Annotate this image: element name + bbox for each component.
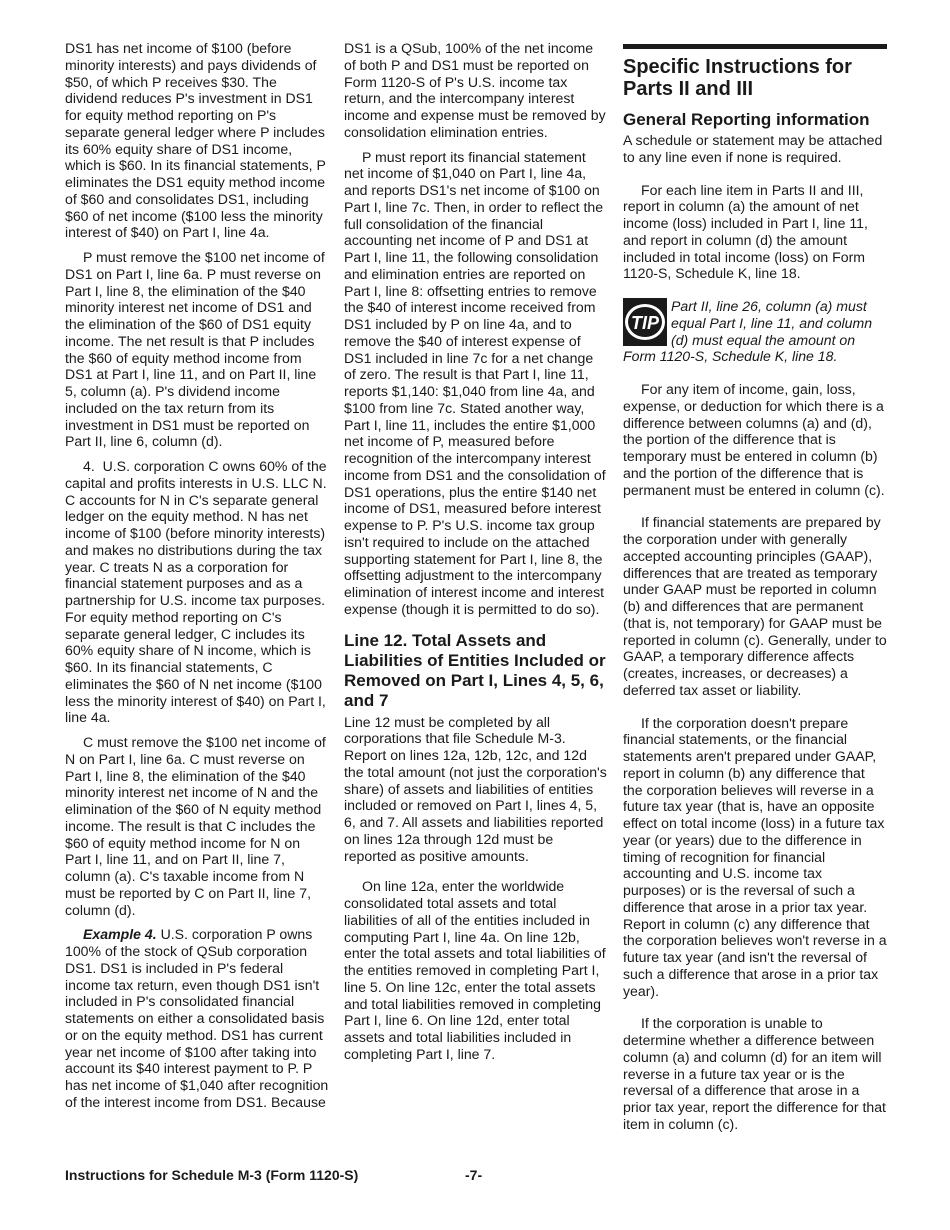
column-left xyxy=(65,40,329,1111)
example-text: U.S. corporation P owns 100% of the stock of QSub corporation DS1. DS1 is included in P's federal income tax return, even though DS1 isn't included in P's consolidated financial statements on either a consolidated basis or on the equity method. DS1 has current year net income of $100 after taking into account its $40 interest payment to P. P has net income of $1,040 after recognition of the interest income from DS1. Because xyxy=(65,926,329,1110)
tip-line: Form 1120-S, Schedule K, line 18. xyxy=(623,348,838,365)
section-title: Specific Instructions for Parts II and III xyxy=(623,56,852,100)
tip-box xyxy=(623,298,887,365)
tip-icon-label: TIP xyxy=(630,313,660,333)
tip-line: (d) must equal the amount on xyxy=(671,331,856,348)
paragraph: DS1 is a QSub, 100% of the net income of both P and DS1 must be reported on Form 1120-S of P's U.S. income tax return, and the intercompany interest income and expense must be removed by consolidation elimination entries. xyxy=(344,40,606,140)
paragraph: DS1 has net income of $100 (before minority interests) and pays dividends of $50, of which P receives $30. The dividend reduces P's investment in DS1 for equity method reporting on P's separate general ledger where P includes its 60% equity share of DS1 income, which is $60. In its financial statements, P eliminates the DS1 equity method income of $60 and consolidates DS1, including $60 of net income ($100 less the minority interest of $40) on Part I, line 4a. xyxy=(65,40,326,241)
tip-line: Part II, line 26, column (a) must xyxy=(671,298,867,314)
example-paragraph xyxy=(65,926,329,1110)
tip-icon xyxy=(623,298,667,346)
paragraph: P must report its financial statement net income of $1,040 on Part I, line 4a, and reports DS1's net income of $100 on Part I, line 7c. Then, in order to reflect the full consolidation of the financial accounting net income of P and DS1 at Part I, line 11, the following consolidation and elimination entries are reported on Part I, line 8: offsetting entries to remove the $40 of interest income received from DS1 included by P on line 4a, and to remove the $40 of interest expense of DS1 included in line 7c for a net change of zero. The result is that Part I, line 11, reports $1,140: $1,040 from line 4a, and $100 from line 7c. Stated another way, Part I, line 11, includes the entire $1,000 net income of P, measured before recognition of the intercompany interest income from DS1 and the consolidation of DS1 operations, plus the entire $140 net income of DS1, measured before interest expense to P. P's U.S. income tax group isn't required to include on the attached supporting statement for Part I, line 8, the offsetting adjustment to the intercompany elimination of interest income and interest expense (though it is permitted to do so). xyxy=(344,148,606,617)
paragraph: Line 12 must be completed by all corporations that file Schedule M-3. Report on lines 12a, 12b, 12c, and 12d the total amount (not just the corporation's share) of assets and liabilities of entities included or removed on Part I, lines 4, 5, 6, and 7. All assets and liabilities reported on lines 12a through 12d must be reported as positive amounts. xyxy=(344,713,607,864)
column-middle xyxy=(344,40,608,1063)
line-12-heading: Line 12. Total Assets and Liabilities of Entities Included or Removed on Part I, Lines 4, 5, 6, and 7 xyxy=(344,630,606,710)
paragraph: P must remove the $100 net income of DS1 on Part I, line 6a. P must reverse on Part I, line 8, the elimination of the $40 minority interest net income of DS1 and the elimination of the $60 of DS1 equity income. The net result is that P includes the $60 of equity method income from DS1 at Part I, line 11, and on Part II, line 5, column (a). P's dividend income included on the tax return from its investment in DS1 must be reported on Part II, line 6, column (d). xyxy=(65,249,325,450)
page-number: -7- xyxy=(465,1167,483,1183)
section-rule xyxy=(623,44,887,49)
paragraph: If the corporation doesn't prepare financial statements, or the financial statements aren't prepared under GAAP, report in column (b) any difference that the corporation believes will reverse in a future tax year (that is, have an opposite effect on total income (loss) in a future tax year (or years) due to the difference in timing of recognition for financial accounting and U.S. income tax purposes) or is the reversal of such a difference that arose in a prior tax year. Report in column (c) any difference that the corporation believes won't reverse in a future tax year (and isn't the reversal of such a difference that arose in a prior tax year). xyxy=(623,714,887,999)
paragraph: A schedule or statement may be attached to any line even if none is required. xyxy=(623,132,883,165)
paragraph: If financial statements are prepared by the corporation under with generally accepted accounting principles (GAAP), differences that are treated as temporary under GAAP must be reported in column (b) and differences that are permanent (that is, not temporary) for GAAP must be reported in column (c). Generally, under to GAAP, a temporary difference affects (creates, increases, or decreases) a deferred tax asset or liability. xyxy=(623,514,887,698)
subheading: General Reporting information xyxy=(623,110,870,129)
paragraph: For any item of income, gain, loss, expense, or deduction for which there is a difference between columns (a) and (d), the portion of the difference that is temporary must be entered in column (b) and the portion of the difference that is permanent must be entered in column (c). xyxy=(623,381,885,498)
paragraph: C must remove the $100 net income of N on Part I, line 6a. C must reverse on Part I, line 8, the elimination of the $40 minority interest net income of N and the elimination of the $60 of N equity method income. The result is that C includes the $60 of equity method income for N on Part I, line 11, and on Part II, line 7, column (a). C's taxable income from N must be reported by C on Part II, line 7, column (d). xyxy=(65,734,326,918)
paragraph: 4. U.S. corporation C owns 60% of the capital and profits interests in U.S. LLC N. C accounts for N in C's separate general ledger on the equity method. N has net income of $100 (before minority interests) and makes no distributions during the tax year. C treats N as a corporation for financial statement purposes and as a partnership for U.S. income tax purposes. For equity method reporting on C's separate general ledger, C includes its 60% equity share of N income, which is $60. In its financial statements, C eliminates the $60 of N net income ($100 less the minority interest of $40) on Part I, line 4a. xyxy=(65,458,327,726)
footer-title: Instructions for Schedule M-3 (Form 1120-S) xyxy=(65,1167,359,1183)
paragraph: For each line item in Parts II and III, report in column (a) the amount of net income (loss) included in Part I, line 11, and report in column (d) the amount included in total income (loss) on Form 1120-S, Schedule K, line 18. xyxy=(623,181,868,282)
tip-line: equal Part I, line 11, and column xyxy=(671,314,873,331)
paragraph: On line 12a, enter the worldwide consolidated total assets and total liabilities of all of the entities included in computing Part I, line 4a. On line 12b, enter the total assets and total liabilities of the entities removed in completing Part I, line 5. On line 12c, enter the total assets and total liabilities removed in completing Part I, line 6. On line 12d, enter total assets and total liabilities included in completing Part I, line 7. xyxy=(344,878,606,1062)
paragraph: If the corporation is unable to determine whether a difference between column (a) and column (d) for an item will reverse in a future tax year or is the reversal of a difference that arose in a prior tax year, report the difference for that item in column (c). xyxy=(623,1015,886,1132)
column-right xyxy=(623,44,887,1133)
example-label: Example 4. xyxy=(83,926,157,943)
